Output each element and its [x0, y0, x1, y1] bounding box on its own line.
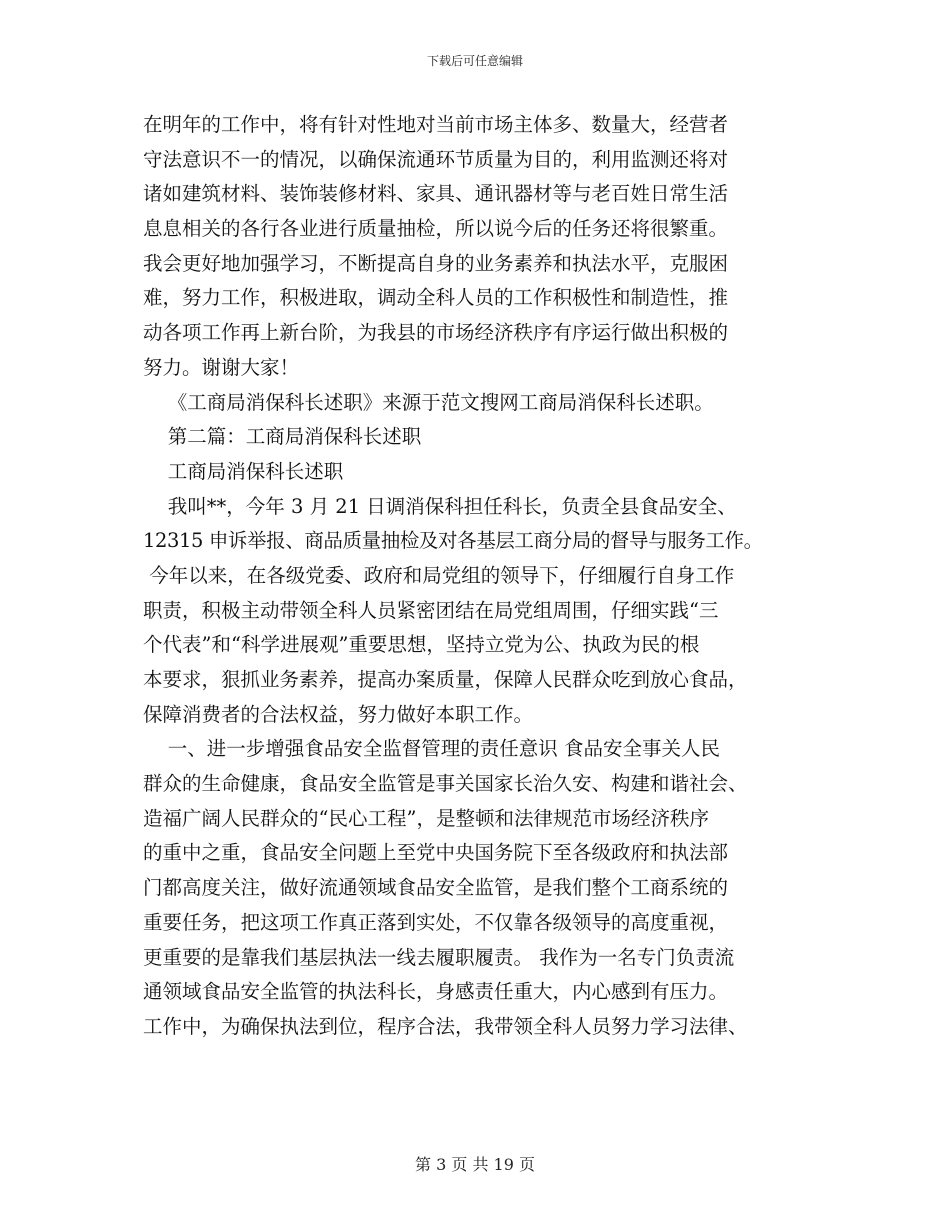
text-line: 动各项工作再上新台阶，为我县的市场经济秩序有序运行做出积极的: [143, 321, 729, 345]
text-line: 重要任务，把这项工作真正落到实处，不仅靠各级领导的高度重视，: [143, 910, 729, 934]
text-line: 的重中之重，食品安全问题上至党中央国务院下至各级政府和执法部: [143, 841, 729, 865]
text-line: 个代表”和“科学进展观”重要思想，坚持立党为公、执政为民的根: [143, 633, 700, 657]
section-heading: 第二篇：工商局消保科长述职: [143, 425, 422, 449]
document-body: [143, 108, 823, 1045]
text-line: 息息相关的各行各业进行质量抽检，所以说今后的任务还将很繁重。: [143, 217, 729, 241]
text-line: 门都高度关注，做好流通领域食品安全监管，是我们整个工商系统的: [143, 876, 729, 900]
text-line: 群众的生命健康，食品安全监管是事关国家长治久安、构建和谐社会、: [143, 772, 748, 796]
text-line: 《工商局消保科长述职》来源于范文搜网工商局消保科长述职。: [143, 390, 714, 414]
text-line: 12315 申诉举报、商品质量抽检及对各基层工商分局的督导与服务工作。: [143, 529, 763, 553]
text-line: 造福广阔人民群众的“民心工程”，是整顿和法律规范市场经济秩序: [143, 806, 709, 830]
text-line: 努力。谢谢大家！: [143, 355, 300, 379]
text-line: 我叫**，今年 3 月 21 日调消保科担任科长，负责全县食品安全、: [143, 494, 737, 518]
page-header: 下载后可任意编辑: [426, 54, 523, 68]
section-heading-inline: 一、进一步增强食品安全监督管理的责任意识 食品安全事关人民: [143, 737, 720, 761]
text-line: 通领域食品安全监管的执法科长，身感责任重大，内心感到有压力。: [143, 980, 729, 1004]
text-line: 保障消费者的合法权益，努力做好本职工作。: [143, 702, 534, 726]
text-line: 职责，积极主动带领全科人员紧密团结在局党组周围，仔细实践“三: [143, 598, 719, 622]
text-line: 守法意识不一的情况，以确保流通环节质量为目的，利用监测还将对: [143, 147, 729, 171]
text-line: 工作中，为确保执法到位，程序合法，我带领全科人员努力学习法律、: [143, 1014, 748, 1038]
text-line: 诸如建筑材料、装饰装修材料、家具、通讯器材等与老百姓日常生活: [143, 182, 729, 206]
text-line: 本要求，狠抓业务素养，提高办案质量，保障人民群众吃到放心食品，: [143, 668, 748, 691]
text-line: 今年以来，在各级党委、政府和局党组的领导下，仔细履行自身工作: [143, 563, 735, 587]
page-footer: 第 3 页 共 19 页: [415, 1155, 535, 1174]
text-line: 难，努力工作，积极进取，调动全科人员的工作积极性和制造性，推: [143, 286, 729, 310]
text-line: 在明年的工作中，将有针对性地对当前市场主体多、数量大，经营者: [143, 113, 729, 136]
document-title: 工商局消保科长述职: [143, 459, 344, 483]
text-line: 我会更好地加强学习，不断提高自身的业务素养和执法水平，克服困: [143, 251, 729, 275]
text-line: 更重要的是靠我们基层执法一线去履职履责。 我作为一名专门负责流: [143, 945, 735, 969]
